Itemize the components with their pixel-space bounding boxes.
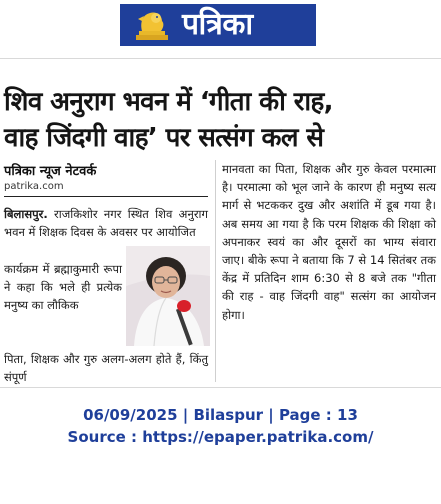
brand-name: पत्रिका [182,7,253,42]
source-link[interactable]: Source : https://epaper.patrika.com/ [67,428,374,446]
byline-divider [4,196,208,197]
headline-line-1: शिव अनुराग भवन में ‘गीता की राह, [4,87,333,117]
lion-emblem-icon [130,7,174,43]
article-body-left-top [4,205,208,241]
article-headline [4,84,438,156]
headline-line-2: वाह जिंदगी वाह’ पर सत्संग कल से [4,123,324,153]
left-top-text: राजकिशोर नगर स्थित शिव अनुराग भवन में शिक्षक दिवस के अवसर पर आयोजित [4,207,208,240]
article-body-left-bottom: पिता, शिक्षक और गुरु अलग-अलग होते हैं, किंतु संपूर्ण [4,352,208,385]
dateline: बिलासपुर. [4,207,48,221]
site-name: patrika.com [4,181,64,192]
edition-info: 06/09/2025 | Bilaspur | Page : 13 [83,406,358,424]
speaker-portrait-photo [126,246,210,346]
masthead [120,4,316,46]
column-divider [215,160,216,382]
article-body-left-narrow: कार्यक्रम में ब्रह्माकुमारी रूपा ने कहा कि भले ही प्रत्येक मनुष्य का लौकिक [4,262,122,313]
byline: पत्रिका न्यूज नेटवर्क [4,164,97,179]
article-body-right: मानवता का पिता, शिक्षक और गुरु केवल परमात्मा है। परमात्मा को भूल जाने के कारण ही मनुष्य सत्य मार्ग से भटककर दुख और अशांति में डूब गया है। अब समय आ गया है कि परम शिक्षक की शिक्षा को अपनाकर स्वयं का और दूसरों का भाग्य संवारा जाए। बीके रूपा ने बताया कि 7 से 14 सितंबर तक केंद्र में प्रतिदिन शाम 6:30 से 8 बजे तक "गीता की राह - वाह जिंदगी वाह" सत्संग का आयोजन होगा। [222,162,436,322]
